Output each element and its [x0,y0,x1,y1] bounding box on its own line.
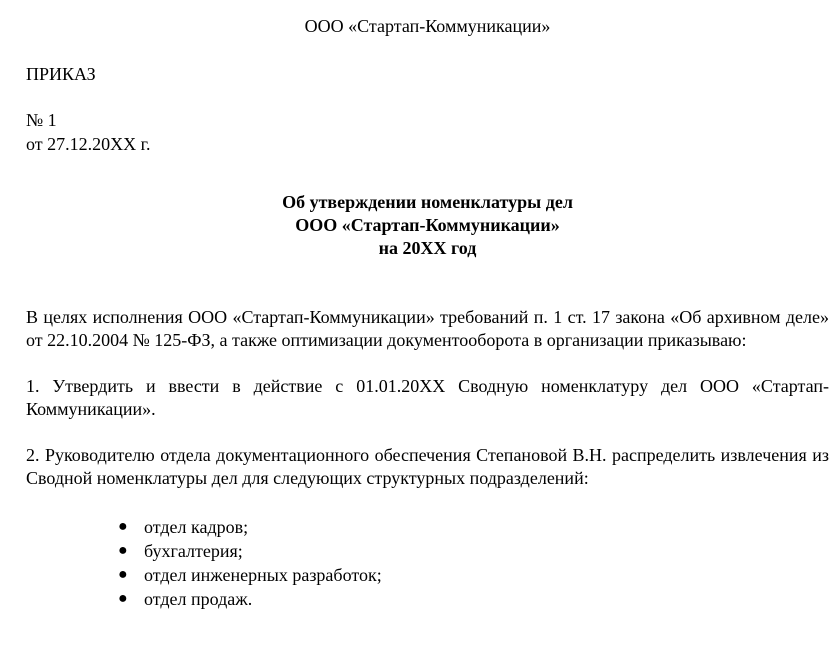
bullet-icon: ● [118,590,128,607]
list-item [118,563,829,587]
title-line-2: ООО «Стартап-Коммуникации» [295,215,560,235]
list-item [118,587,829,611]
order-item-1: 1. Утвердить и ввести в действие с 01.01.20ХХ Сводную номенклатуру дел ООО «Стартап-Коммуникации». [26,376,829,419]
department-label: бухгалтерия; [144,541,243,561]
title-line-3: на 20ХХ год [378,238,477,258]
document-title [26,191,829,260]
document-page [26,14,829,611]
department-label: отдел кадров; [144,517,249,537]
bullet-icon: ● [118,542,128,559]
list-item [118,539,829,563]
department-label: отдел продаж. [144,589,253,609]
document-type: ПРИКАЗ [26,64,96,84]
departments-list [26,515,829,611]
order-number: № 1 [26,110,57,130]
title-line-1: Об утверждении номенклатуры дел [282,192,573,212]
bullet-icon: ● [118,566,128,583]
department-label: отдел инженерных разработок; [144,565,382,585]
organization-name: ООО «Стартап-Коммуникации» [304,16,551,36]
list-item [118,515,829,539]
bullet-icon: ● [118,518,128,535]
preamble-paragraph: В целях исполнения ООО «Стартап-Коммуникации» требований п. 1 ст. 17 закона «Об архивном деле» от 22.10.2004 № 125-ФЗ, а также оптимизации документооборота в организации приказываю: [26,307,829,350]
order-item-2: 2. Руководителю отдела документационного обеспечения Степановой В.Н. распределить извлечения из Сводной номенклатуры дел для следующих структурных подразделений: [26,445,829,488]
order-date: от 27.12.20ХХ г. [26,134,151,154]
